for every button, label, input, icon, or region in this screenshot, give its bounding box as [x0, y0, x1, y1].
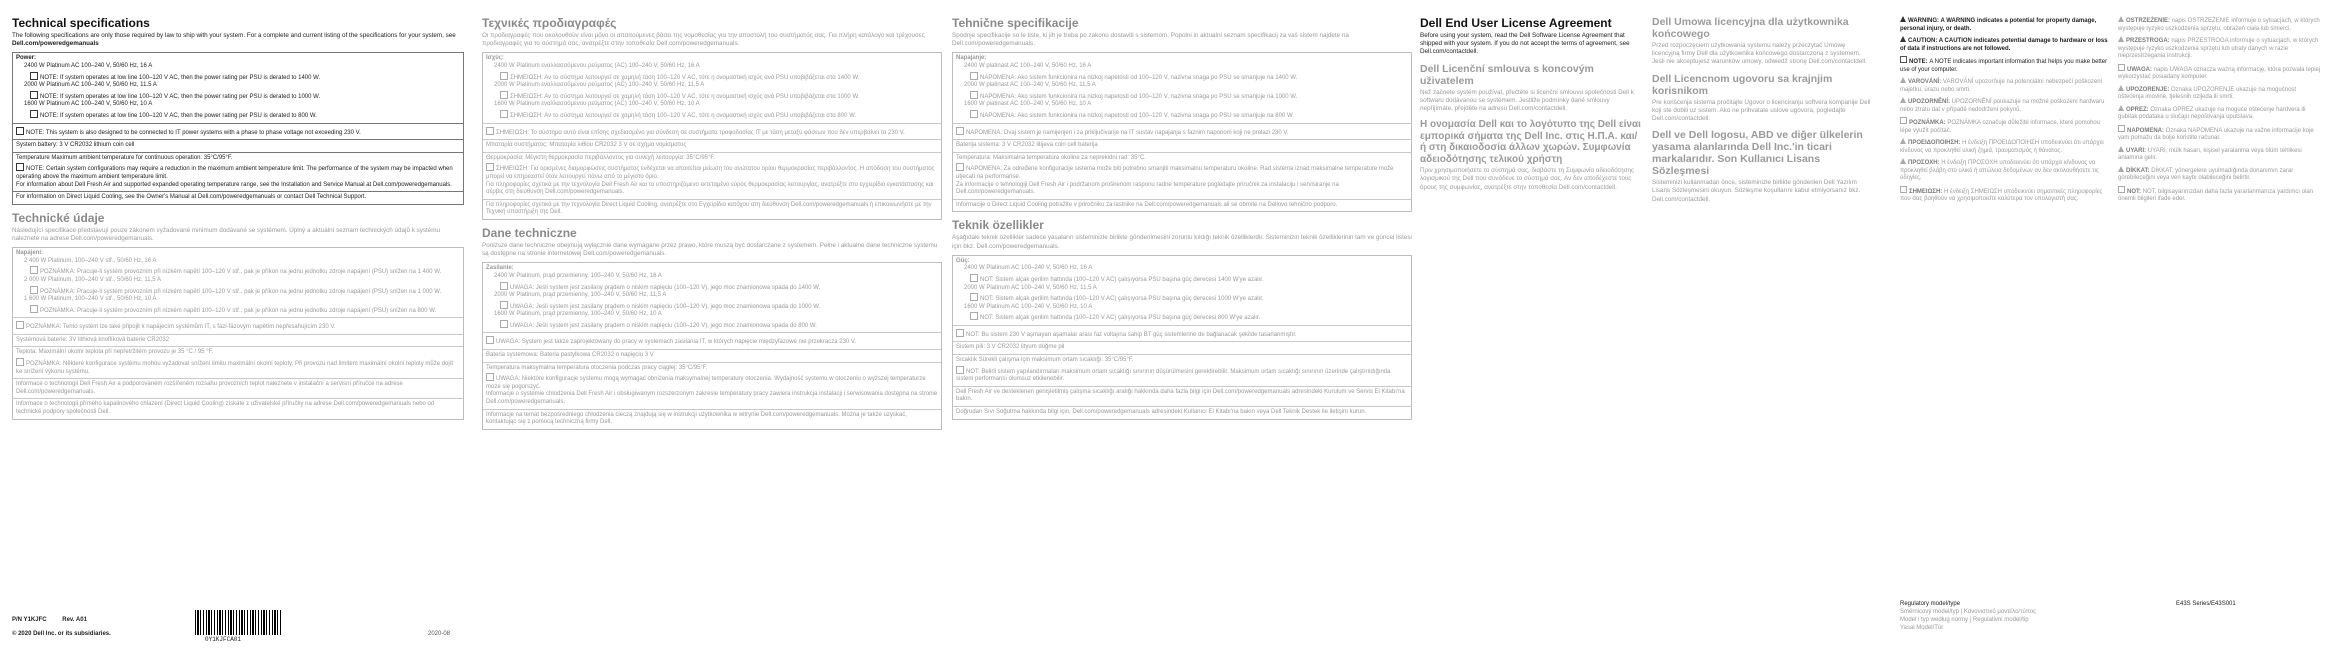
warning-item: DİKKAT: DİKKAT, yönergelere uyulmadığında donanımın zarar görebileceğini veya veri kaybı olabileceğini belirtir.: [2118, 167, 2294, 181]
warning-item: ΣΗΜΕΙΩΣΗ: Η ένδειξη ΣΗΜΕΙΩΣΗ υποδεικνύει σημαντικές πληροφορίες που σας βοηθούν να χρησιμοποιείτε καλύτερα τον υπολογιστή σας.: [1900, 186, 2110, 204]
power-supply-rating: 2400 W Platinum εναλλασσόμενου ρεύματος (AC) 100–240 V, 50/60 Hz, 16 A: [494, 63, 700, 69]
eula-column-2: [1652, 16, 1874, 204]
power-supply-rating: 1600 W platinast AC 100–240 V, 50/60 Hz, 10 A: [964, 101, 1092, 108]
eula-cs-text: Než začnete systém používat, přečtěte si licenční smlouvu společnosti Dell k softwaru dodávanou se systémem. Jestliže podmínky dané smlouvy nepřijímáte, přejděte na adresu Dell.com/contactdell.: [1420, 88, 1634, 113]
warnings-column-b: [2118, 16, 2323, 207]
el-dlc: Για πληροφορίες σχετικά με την τεχνολογία Direct Liquid Cooling, ανατρέξτε στο Εγχειρίδιο κατόχου στη διεύθυνση Dell.com/poweredgemanuals ή επικοινωνήστε με την Τεχνική υποστήριξη της Dell.: [486, 201, 932, 216]
power-derating-note: NAPOMENA: Ako sistem funkcionira na nizkoj napetosti od 100–120 V, nazivna snaga po PSU se smanjuje na 1400 W.: [956, 71, 1408, 83]
eula-sl-title: Dell Licencnom ugovoru sa krajnjim korisnikom: [1652, 72, 1833, 97]
warning-item: NOTE: A NOTE indicates important information that helps you make better use of your computer.: [1900, 56, 2110, 74]
el-intro: Οι προδιαγραφές που ακολουθούν είναι μόνο οι απαιτούμενες βάσει της νομοθεσίας για την αποστολή του συστήματός σας. Για πλήρη κατάλογο και τρέχουσες προδιαγραφές για το σύστημά σας, ανατρέξτε στην τοποθεσία Dell.com/poweredgemanuals.: [482, 32, 925, 48]
warning-item: VAROVÁNÍ: VAROVÁNÍ upozorňuje na potenciální nebezpečí poškození majetku, úrazu nebo smrti.: [1900, 79, 2103, 93]
tr-battery: Sistem pili: 3 V CR2032 lityum düğme pil: [953, 342, 1411, 355]
power-derating-note: ΣΗΜΕΙΩΣΗ: Αν το σύστημα λειτουργεί σε χαμηλή τάση 100–120 V AC, τότε η ονομαστική ισχύς ανά PSU υποβιβάζεται στα 1000 W.: [486, 90, 938, 102]
tr-fresh-air: Dell Fresh Air ve desteklenen genişletilmiş çalışma sıcaklığı aralığı hakkında daha fazla bilgi için Dell.com/poweredgemanuals adresindeki Kurulum ve Servis El Kitabı'na bakın.: [953, 387, 1411, 407]
eula-tr-text: Sisteminizi kullanmadan önce, sisteminizle birlikte gönderilen Dell Yazılım Lisans Sözleşmesini okuyun. Sözleşme koşullarını kabul etmiyorsanız bkz. Dell.com/contactdell.: [1652, 179, 1861, 203]
note-icon: [500, 110, 508, 118]
regulatory-row: Yasal Model/Tür: [1900, 625, 1944, 631]
el-title: Τεχνικές προδιαγραφές: [482, 16, 617, 30]
regulatory-row: Směrnicový model/typ | Κανονιστικό μοντέλο/τύπος: [1900, 609, 2037, 615]
barcode: [195, 610, 283, 635]
warning-item: OSTRZEŻENIE: napis OSTRZEŻENIE informuje o sytuacjach, w których występuje ryzyko uszkodzenia sprzętu, obrażeń ciała lub śmierci.: [2118, 18, 2320, 32]
eula-cs-title: Dell Licenční smlouva s koncovým uživatelem: [1420, 62, 1594, 87]
pl-dlc: Informacje na temat bezpośredniego chłodzenia cieczą znajdują się w instrukcji użytkownika w witrynie Dell.com/poweredgemanuals. Można je także uzyskać, kontaktując się z pomocą techniczną firmy Dell.: [486, 411, 907, 426]
english-czech-column: [12, 16, 464, 423]
warning-item: WARNING: A WARNING indicates a potential for property damage, personal injury, or death.: [1900, 18, 2097, 32]
power-supply-rating: 2 400 W Platinum, 100–240 V stř., 50/60 Hz, 16 A: [24, 257, 157, 264]
pl-power-row: Zasilanie: 2400 W Platinum, prąd przemienny, 100–240 V, 50/60 Hz, 16 A UWAGA: Jeśli system jest zasilany prądem o niskim napięciu (100–120 V), jego moc znamionowa spada do 1400 W. 2000 W Platinum, prąd przemienny, 100–240 V, 50/60 Hz, 11,5 A UWAGA: Jeśli system jest zasilany prądem o niskim napięciu (100–120 V), jego moc znamionowa spada do 1000 W. 1600 W Platinum, prąd przemienny, 100–240 V, 50/60 Hz, 10 A UWAGA: Jeśli system jest zasilany prądem o niskim napięciu (100–120 V), jego moc znamionowa spada do 800 W.: [483, 263, 941, 333]
en-temp: Temperature Maximum ambient temperature for continuous operation: 35°C/95°F. NOTE: Certain system configurations may require a reduction in the maximum ambient temperature limit. The performance of the system may be impacted when operating above the maximum ambient temperature limit. For information about Dell Fresh Air and supported expanded operating temperature range, see the Installation and Service Manual at Dell.com/poweredgemanuals.: [13, 153, 463, 192]
note-icon: [970, 110, 978, 118]
warning-item: ΠΡΟΣΟΧΗ: Η ένδειξη ΠΡΟΣΟΧΗ υποδεικνύει ότι υπάρχει κίνδυνος να προκληθεί βλάβη στο υλικό ή απώλεια δεδομένων αν δεν ακολουθήσετε τις οδηγίες.: [1900, 160, 2099, 181]
cs-battery: Systémová baterie: 3V lithiová knoflíková baterie CR2032: [13, 335, 463, 348]
pl-spec-table: [482, 262, 942, 430]
warning-icon: [2118, 166, 2124, 172]
en-title: Technical specifications: [12, 16, 150, 30]
print-date: 2020-08: [428, 631, 451, 637]
eula-title: Dell End User License Agreement: [1420, 16, 1612, 30]
warning-item: POZNÁMKA: POZNÁMKA označuje důležité informace, které pomohou lépe využít počítač.: [1900, 117, 2110, 135]
power-derating-note: UWAGA: Jeśli system jest zasilany prądem o niskim napięciu (100–120 V), jego moc znamionowa spada do 800 W.: [486, 319, 938, 331]
el-power-lines: [486, 63, 938, 121]
regulatory-row: Regulatory model/type E43S Series/E43S001: [1900, 601, 2236, 607]
eula-tr-title: Dell ve Dell logosu, ABD ve diğer ülkelerin yasama alanlarında Dell Inc.'in ticari markalarıdır. Son Kullanıcı Lisans Sözleşmesi: [1652, 129, 1863, 178]
note-icon: [16, 127, 24, 135]
note-icon: [2118, 64, 2125, 71]
note-icon: [16, 321, 24, 329]
barcode-label: 0Y1KJFCA01: [205, 636, 242, 643]
en-power-lines: [16, 63, 460, 121]
power-supply-rating: 1600 W Platinum AC 100–240 V, 50/60 Hz, 10 A: [964, 303, 1093, 310]
power-supply-rating: 2000 W Platinum εναλλασσόμενου ρεύματος (AC) 100–240 V, 50/60 Hz, 11,5 A: [494, 82, 705, 89]
tr-temp: Sıcaklık Sürekli çalışma için maksimum ortam sıcaklığı: 35°C/95°F. NOT: Belirli sistem yapılandırmaları maksimum ortam sıcaklığı sınırının düşürülmesini gerektirebilir. Maksimum ortam sıcaklığı sınırının üzerinde çalıştırıldığında sistem performansı olumsuz etkilenebilir.: [953, 355, 1411, 387]
warning-item: UPOZORNĚNÍ: UPOZORNĚNÍ poukazuje na možné poškození hardwaru nebo ztrátu dat v případě nedodržení pokynů.: [1900, 99, 2105, 113]
power-supply-rating: 2000 W Platinum AC 100–240 V, 50/60 Hz, 11,5 A: [964, 284, 1097, 291]
power-supply-rating: 2000 W Platinum AC 100–240 V, 50/60 Hz, 11.5 A: [24, 82, 157, 89]
warning-item: UWAGA: napis UWAGA oznacza ważną informację, która pozwala lepiej wykorzystać posiadany komputer.: [2118, 64, 2323, 82]
note-icon: [970, 91, 978, 99]
en-spec-table: [12, 52, 464, 204]
power-derating-note: POZNÁMKA: Pracuje-li systém provozním při nízkém napětí 100–120 V stř., pak je příkon na jednu jednotku zdroje napájení (PSU) snížen na 1 400 W.: [16, 265, 460, 277]
note-icon: [956, 366, 964, 374]
warning-icon: [2118, 36, 2124, 42]
note-icon: [1900, 56, 1907, 63]
eula-text: Before using your system, read the Dell Software License Agreement that shipped with your system. If you do not accept the terms of agreement, see Dell.com/contactdell.: [1420, 32, 1630, 56]
warning-icon: [1900, 138, 1906, 144]
power-supply-rating: 1600 W Platinum, prąd przemienny, 100–240 V, 50/60 Hz, 10 A: [494, 311, 662, 318]
part-number-line: [12, 617, 101, 623]
power-supply-rating: 2 000 W Platinum, 100–240 V stř., 50/60 Hz, 11,5 A: [24, 276, 161, 283]
power-derating-note: UWAGA: Jeśli system jest zasilany prądem o niskim napięciu (100–120 V), jego moc znamionowa spada do 1000 W.: [486, 300, 938, 312]
greek-polish-column: [482, 16, 942, 433]
power-derating-note: NOTE: If system operates at low line 100–120 V AC, then the power rating per PSU is derated to 800 W.: [16, 109, 460, 121]
power-derating-note: NOTE: If system operates at low line 100–120 V AC, then the power rating per PSU is derated to 1400 W.: [16, 71, 460, 83]
sl-dlc: Informacije o Direct Liquid Cooling potražite v priročniku za lastnike na Dell.com/poweredgemanuals ali se obrnite na Dellovo tehnično podporo.: [956, 201, 1338, 208]
warning-item: UPOZORENJE: Oznaka UPOZORENJE ukazuje na mogućnost oštećenja imovine, tjelesnih ozljeda ili smrti.: [2118, 86, 2297, 100]
note-icon: [500, 301, 508, 309]
power-derating-note: NOT: Sistem alçak gerilim hattında (100–120 V AC) çalışıyorsa PSU başına güç derecesi 1000 W'ye azalır.: [956, 292, 1408, 304]
note-icon: [970, 274, 978, 282]
power-supply-rating: 2400 W platinast AC 100–240 V, 50/60 Hz, 16 A: [964, 63, 1092, 69]
note-icon: [30, 305, 38, 313]
power-derating-note: POZNÁMKA: Pracuje-li systém provozním při nízkém napětí 100–120 V stř., pak je příkon na jednu jednotku zdroje napájení (PSU) snížen na 800 W.: [16, 304, 460, 316]
power-derating-note: UWAGA: Jeśli system jest zasilany prądem o niskim napięciu (100–120 V), jego moc znamionowa spada do 1400 W.: [486, 281, 938, 293]
warning-icon: [2118, 146, 2124, 152]
cs-power-lines: [16, 258, 460, 316]
sl-temp: Temperatura: Maksimalna temperatura okoline za neprekidni rad: 35°C. NAPOMENA: Za određene konfiguracije sistema može biti potrebno smanjiti maksimalnu temperaturu okoline. Rad sistema iznad maksimalne temperature može utjecati na performanse. Za informacije o tehnologiji Dell Fresh Air i podržanom proširenom rasponu radne temperature pogledajte priručnik za instalaciju i servisiranje na Dell.com/poweredgemanuals.: [953, 153, 1411, 200]
note-icon: [1900, 186, 1907, 193]
el-power-note: ΣΗΜΕΙΩΣΗ: Το σύστημα αυτό είναι επίσης σχεδιασμένο για σύνδεση σε συστήματα τροφοδοσίας IT με τάση μεταξύ φάσεων που δεν υπερβαίνει τα 230 V.: [483, 124, 941, 141]
warning-item: PRZESTROGA: napis PRZESTROGA informuje o sytuacjach, w których występuje ryzyko uszkodzenia sprzętu lub utraty danych w razie nieprzestrzegania instrukcji.: [2118, 38, 2319, 59]
pl-title: Dane techniczne: [482, 225, 577, 240]
warning-icon: [2118, 16, 2124, 22]
power-supply-rating: 2000 W Platinum, prąd przemienny, 100–240 V, 50/60 Hz, 11,5 A: [494, 292, 667, 299]
pl-power-note: UWAGA: System jest także zaprojektowany do pracy w systemach zasilania IT, w których napięcie międzyfazowe nie przekracza 230 V.: [483, 333, 941, 350]
pl-power-lines: [486, 273, 938, 331]
power-supply-rating: 1600 W Platinum AC 100–240 V, 50/60 Hz, 10 A: [24, 101, 153, 108]
power-supply-rating: 1600 W Platinum εναλλασσόμενου ρεύματος (AC) 100–240 V, 50/60 Hz, 10 A: [494, 101, 700, 108]
warning-icon: [1900, 77, 1906, 83]
note-icon: [2118, 186, 2125, 193]
regulatory-block: [1900, 600, 2320, 632]
tr-spec-table: [952, 255, 1412, 420]
el-spec-table: [482, 52, 942, 220]
regulatory-row: Model i typ według normy | Regulativni model/tip: [1900, 617, 2029, 623]
tr-dlc: Doğrudan Sıvı Soğutma hakkında bilgi için, Dell.com/poweredgemanuals adresindeki Kullanıcı El Kitabı'na bakın veya Dell Teknik Destek ile iletişim kurun.: [956, 409, 1367, 416]
tr-title: Teknik özellikler: [952, 218, 1044, 233]
note-icon: [16, 358, 24, 366]
note-icon: [486, 336, 494, 344]
eula-pl-text: Przed rozpoczęciem użytkowania systemu należy przeczytać Umowę licencyjną firmy Dell dla użytkownika końcowego dostarczoną z systemem. Jeśli nie akceptujesz warunków umowy, odwiedź stronę Dell.com/contactdell.: [1652, 42, 1867, 66]
power-derating-note: NOT: Sistem alçak gerilim hattında (100–120 V AC) çalışıyorsa PSU başına güç derecesi 800 W'ye azalır.: [956, 311, 1408, 323]
sl-spec-table: [952, 52, 1412, 212]
note-icon: [956, 163, 964, 171]
el-power-row: Ισχύς: 2400 W Platinum εναλλασσόμενου ρεύματος (AC) 100–240 V, 50/60 Hz, 16 A ΣΗΜΕΙΩΣΗ: Αν το σύστημα λειτουργεί σε χαμηλή τάση 100–120 V AC, τότε η ονομαστική ισχύς ανά PSU υποβιβάζεται στα 1400 W. 2000 W Platinum εναλλασσόμενου ρεύματος (AC) 100–240 V, 50/60 Hz, 11,5 A ΣΗΜΕΙΩΣΗ: Αν το σύστημα λειτουργεί σε χαμηλή τάση 100–120 V AC, τότε η ονομαστική ισχύς ανά PSU υποβιβάζεται στα 1000 W. 1600 W Platinum εναλλασσόμενου ρεύματος (AC) 100–240 V, 50/60 Hz, 10 A ΣΗΜΕΙΩΣΗ: Αν το σύστημα λειτουργεί σε χαμηλή τάση 100–120 V AC, τότε η ονομαστική ισχύς ανά PSU υποβιβάζεται στα 800 W.: [483, 53, 941, 123]
tr-power-row: Güç: 2400 W Platinum AC 100–240 V, 50/60 Hz, 16 A NOT: Sistem alçak gerilim hattında (100–120 V AC) çalışıyorsa PSU başına güç derecesi 1400 W'ye azalır. 2000 W Platinum AC 100–240 V, 50/60 Hz, 11,5 A NOT: Sistem alçak gerilim hattında (100–120 V AC) çalışıyorsa PSU başına güç derecesi 1000 W'ye azalır. 1600 W Platinum AC 100–240 V, 50/60 Hz, 10 A NOT: Sistem alçak gerilim hattında (100–120 V AC) çalışıyorsa PSU başına güç derecesi 800 W'ye azalır.: [953, 256, 1411, 326]
cs-title: Technické údaje: [12, 210, 105, 225]
warning-item: CAUTION: A CAUTION indicates potential damage to hardware or loss of data if instructions are not followed.: [1900, 38, 2108, 52]
power-derating-note: ΣΗΜΕΙΩΣΗ: Αν το σύστημα λειτουργεί σε χαμηλή τάση 100–120 V AC, τότε η ονομαστική ισχύς ανά PSU υποβιβάζεται στα 800 W.: [486, 109, 938, 121]
warning-item: UYARI: UYARI, mülk hasarı, kişisel yaralanma veya ölüm tehlikesi anlamına gelir.: [2118, 147, 2302, 161]
eula-el-text: Πριν χρησιμοποιήσετε το σύστημά σας, διαβάστε τη Συμφωνία αδειοδότησης λογισμικού της Dell που συνόδευε το σύστημά σας. Αν δεν αποδέχεστε τους όρους της συμφωνίας, ανατρέξτε στην τοποθεσία Dell.com/contactdell.: [1420, 167, 1635, 191]
eula-el-title: Η ονομασία Dell και το λογότυπο της Dell είναι εμπορικά σήματα της Dell Inc. στις Η.Π.Α. και/ή στη δικαιοδοσία άλλων χωρών. Συμφωνία αδειοδότησης τελικού χρήστη: [1420, 119, 1641, 165]
sl-power-lines: [956, 63, 1408, 121]
warning-item: NOT: NOT, bilgisayarınızdan daha fazla yararlanmanıza yardımcı olan önemli bilgileri ifade eder.: [2118, 186, 2323, 204]
note-icon: [486, 163, 494, 171]
warning-item: NAPOMENA: Oznaka NAPOMENA ukazuje na važne informacije koje vam pomažu da bolje koristite računar.: [2118, 125, 2323, 143]
sl-intro: Spodnje specifikacije so le tiste, ki jih je treba po zakonu dostaviti s sistemom. Popolni in aktualni seznam specifikacij za vaš sistem najdete na Dell.com/poweredgemanuals.: [952, 32, 1349, 48]
power-supply-rating: 1 600 W Platinum, 100–240 V stř., 50/60 Hz, 10 A: [24, 296, 157, 303]
slovenian-turkish-column: [952, 16, 1412, 423]
warning-item: OPREZ: Oznaka OPREZ ukazuje na moguće oštećenje hardvera ili gubitak podataka u slučaju nepoštivanja uputstava.: [2118, 106, 2306, 120]
en-power-row: Power: 2400 W Platinum AC 100–240 V, 50/60 Hz, 16 A NOTE: If system operates at low line 100–120 V AC, then the power rating per PSU is derated to 1400 W. 2000 W Platinum AC 100–240 V, 50/60 Hz, 11.5 A NOTE: If system operates at low line 100–120 V AC, then the power rating per PSU is derated to 1000 W. 1600 W Platinum AC 100–240 V, 50/60 Hz, 10 A NOTE: If system operates at low line 100–120 V AC, then the power rating per PSU is derated to 800 W.: [13, 53, 463, 123]
note-icon: [2118, 125, 2125, 132]
note-icon: [30, 266, 38, 274]
note-icon: [1900, 117, 1907, 124]
note-icon: [956, 329, 964, 337]
note-icon: [970, 72, 978, 80]
revision: Rev. A01: [62, 617, 87, 623]
note-icon: [30, 110, 38, 118]
pl-temp: Temperatura maksymalna temperatura otoczenia podczas pracy ciągłej: 35°C/95°F. UWAGA: Niektóre konfiguracje systemu mogą wymagać obniżenia maksymalnej temperatury otoczenia. Wydajność systemu w otoczeniu o wyższej temperaturze może się pogorszyć. Informacje o systemie chłodzenia Dell Fresh Air i obsługiwanym rozszerzonym zakresie temperatury pracy zawiera instrukcja instalacji i serwisowania dostępna na stronie Dell.com/poweredgemanuals.: [483, 363, 941, 410]
note-icon: [970, 293, 978, 301]
part-number: P/N Y1KJFC: [12, 617, 47, 623]
copyright: © 2020 Dell Inc. or its subsidiaries.: [12, 631, 111, 637]
el-battery: Μπαταρία συστήματος: Μπαταρία λιθίου CR2032 3 V σε σχήμα νομίσματος: [483, 140, 941, 153]
eula-sl-text: Pre korišćenja sistema pročitajte Ugovor o licenciranju softvera kompanije Dell koji ste dobili uz sistem. Ako ne prihvatate uslove ugovora, pogledajte Dell.com/contactdell.: [1652, 98, 1871, 123]
eula-pl-title: Dell Umowa licencyjna dla użytkownika końcowego: [1652, 16, 1849, 40]
eula-column-1: [1420, 16, 1642, 192]
pl-battery: Bateria systemowa: Bateria pastylkowa CR2032 o napięciu 3 V: [483, 350, 941, 363]
en-dlc: For information on Direct Liquid Cooling, see the Owner's Manual at Dell.com/poweredgemanuals or contact Dell Technical Support.: [16, 194, 367, 201]
el-temp: Θερμοκρασία: Μέγιστη θερμοκρασία περιβάλλοντος για συνεχή λειτουργία: 35°C/95°F. ΣΗΜΕΙΩΣΗ: Για ορισμένες διαμορφώσεις συστήματος ενδέχεται να απαιτείται μείωση του ανώτατου ορίου θερμοκρασίας περιβάλλοντος. Η απόδοση του συστήματος μπορεί να επηρεαστεί όταν λειτουργεί πάνω από το μέγιστο όριο. Για πληροφορίες σχετικά με την τεχνολογία Dell Fresh Air και το υποστηριζόμενο εκτεταμένο εύρος θερμοκρασίας λειτουργίας, ανατρέξτε στο εγχειρίδιο εγκατάστασης και σέρβις στη διεύθυνση Dell.com/poweredgemanuals.: [483, 153, 941, 200]
note-icon: [486, 373, 494, 381]
sl-power-note: NAPOMENA: Ovaj sistem je namijenjen i za priključivanje na IT sustav napajanja s faznim naponom koji ne prelazi 230 V.: [953, 124, 1411, 141]
note-icon: [500, 282, 508, 290]
power-supply-rating: 2000 W platinast AC 100–240 V, 50/60 Hz, 11,5 A: [964, 82, 1096, 89]
power-derating-note: POZNÁMKA: Pracuje-li systém provozním při nízkém napětí 100–120 V stř., pak je příkon na jednu jednotku zdroje napájení (PSU) snížen na 1 000 W.: [16, 285, 460, 297]
tr-power-note: NOT: Bu sistem 230 V aşmayan aşamalar arası faz voltajına sahip BT güç sistemlerine de bağlanacak şekilde tasarlanmıştır.: [953, 326, 1411, 343]
sl-power-row: Napajanje: 2400 W platinast AC 100–240 V, 50/60 Hz, 16 A NAPOMENA: Ako sistem funkcionira na nizkoj napetosti od 100–120 V, nazivna snaga po PSU se smanjuje na 1400 W. 2000 W platinast AC 100–240 V, 50/60 Hz, 11,5 A NAPOMENA: Ako sistem funkcionira na nizkoj napetosti od 100–120 V, nazivna snaga po PSU se smanjuje na 1000 W. 1600 W platinast AC 100–240 V, 50/60 Hz, 10 A NAPOMENA: Ako sistem funkcionira na nizkoj napetosti od 100–120 V, nazivna snaga po PSU se smanjuje na 800 W.: [953, 53, 1411, 123]
warnings-column-a: [1900, 16, 2110, 207]
note-icon: [30, 286, 38, 294]
note-icon: [500, 72, 508, 80]
power-derating-note: NOTE: If system operates at low line 100–120 V AC, then the power rating per PSU is derated to 1000 W.: [16, 90, 460, 102]
warning-icon: [1900, 36, 1906, 42]
sl-battery: Baterija sistema: 3 V CR2032 litijeva coin cell baterija: [953, 140, 1411, 153]
cs-dlc: Informace o technologii přímého kapalinového chlazení (Direct Liquid Cooling) získáte z uživatelské příručky na adrese Dell.com/poweredgemanuals nebo od technické podpory společnosti Dell.: [16, 401, 435, 416]
cs-power-note: POZNÁMKA: Tento systém lze také připojit k napájecím systémům IT, s fázi-fázovým napětím nepřesahujícím 230 V.: [13, 318, 463, 335]
power-supply-rating: 2400 W Platinum AC 100–240 V, 50/60 Hz, 16 A: [24, 63, 153, 69]
warning-icon: [1900, 97, 1906, 103]
cs-intro: Následující specifikace představují pouze zákonem vyžadované minimum dodávané se systémem. Úplný a aktuální seznam technických údajů k systému naleznete na adrese Dell.com/poweredgemanuals.: [12, 226, 441, 242]
cs-power-row: Napájení: 2 400 W Platinum, 100–240 V stř., 50/60 Hz, 16 A POZNÁMKA: Pracuje-li systém provozním při nízkém napětí 100–120 V stř., pak je příkon na jednu jednotku zdroje napájení (PSU) snížen na 1 400 W. 2 000 W Platinum, 100–240 V stř., 50/60 Hz, 11,5 A POZNÁMKA: Pracuje-li systém provozním při nízkém napětí 100–120 V stř., pak je příkon na jednu jednotku zdroje napájení (PSU) snížen na 1 000 W. 1 600 W Platinum, 100–240 V stř., 50/60 Hz, 10 A POZNÁMKA: Pracuje-li systém provozním při nízkém napětí 100–120 V stř., pak je příkon na jednu jednotku zdroje napájení (PSU) snížen na 800 W.: [13, 248, 463, 318]
note-icon: [30, 72, 38, 80]
pl-intro: Poniższe dane techniczne obejmują wyłącznie dane wymagane przez prawo, które muszą być dostarczane z systemem. Pełne i aktualne dane techniczne systemu są dostępne na stronie internetowej Dell.com/poweredgemanuals.: [482, 241, 938, 258]
note-icon: [956, 127, 964, 135]
sl-title: Tehnične specifikacije: [952, 16, 1079, 30]
cs-fresh-air: Informace o technologii Dell Fresh Air a podporovaném rozšířeném rozsahu provozních teplot naleznete v instalační a servisní příručce na adrese Dell.com/poweredgemanuals.: [13, 379, 463, 399]
cs-temp: Teplota: Maximální okolní teplota při nepřetržitém provozu je 35 °C / 95 °F. POZNÁMKA: Některé konfigurace systému mohou vyžadovat snížení limitu maximální okolní teploty. Při provozu nad limitem maximální okolní teploty může dojít ke snížení výkonu systému.: [13, 347, 463, 379]
warning-icon: [2118, 105, 2124, 111]
cs-spec-table: [12, 247, 464, 420]
power-supply-rating: 2400 W Platinum AC 100–240 V, 50/60 Hz, 16 A: [964, 265, 1093, 272]
tr-intro: Aşağıdaki teknik özellikler sadece yasaların sisteminizle birlikte gönderilmesini zorunlu kıldığı teknik özelliklerdir. Sisteminizin teknik özelliklerinin tam ve güncel listesi için bkz. Dell.com/poweredgemanuals.: [952, 234, 1412, 250]
en-battery: System battery: 3 V CR2032 lithium coin cell: [13, 140, 463, 153]
power-derating-note: NAPOMENA: Ako sistem funkcionira na nizkoj napetosti od 100–120 V, nazivna snaga po PSU se smanjuje na 1000 W.: [956, 90, 1408, 102]
tr-power-lines: [956, 265, 1408, 323]
en-power-note: NOTE: This system is also designed to be connected to IT power systems with a phase to phase voltage not exceeding 230 V.: [13, 124, 463, 141]
power-derating-note: ΣΗΜΕΙΩΣΗ: Αν το σύστημα λειτουργεί σε χαμηλή τάση 100–120 V AC, τότε η ονομαστική ισχύς ανά PSU υποβιβάζεται στα 1400 W.: [486, 71, 938, 83]
warning-icon: [1900, 16, 1906, 22]
note-icon: [16, 163, 24, 171]
note-icon: [970, 312, 978, 320]
power-derating-note: NOT: Sistem alçak gerilim hattında (100–120 V AC) çalışıyorsa PSU başına güç derecesi 1400 W'ye azalır.: [956, 273, 1408, 285]
note-icon: [500, 320, 508, 328]
warning-icon: [1900, 158, 1906, 164]
en-intro: The following specifications are only those required by law to ship with your system. For a complete and current listing of the specifications for your system, see Dell.com/poweredgemanuals: [12, 32, 456, 48]
power-supply-rating: 2400 W Platinum, prąd przemienny, 100–240 V, 50/60 Hz, 16 A: [494, 272, 662, 279]
warning-item: ΠΡΟΕΙΔΟΠΟΙΗΣΗ: Η ένδειξη ΠΡΟΕΙΔΟΠΟΙΗΣΗ υποδεικνύει ότι υπάρχει κίνδυνος να προκληθεί υλική ζημιά, τραυματισμός ή θάνατος.: [1900, 140, 2104, 154]
note-icon: [30, 91, 38, 99]
power-derating-note: NAPOMENA: Ako sistem funkcionira na nizkoj napetosti od 100–120 V, nazivna snaga po PSU se smanjuje na 800 W.: [956, 109, 1408, 121]
note-icon: [486, 127, 494, 135]
note-icon: [500, 91, 508, 99]
warning-icon: [2118, 85, 2124, 91]
